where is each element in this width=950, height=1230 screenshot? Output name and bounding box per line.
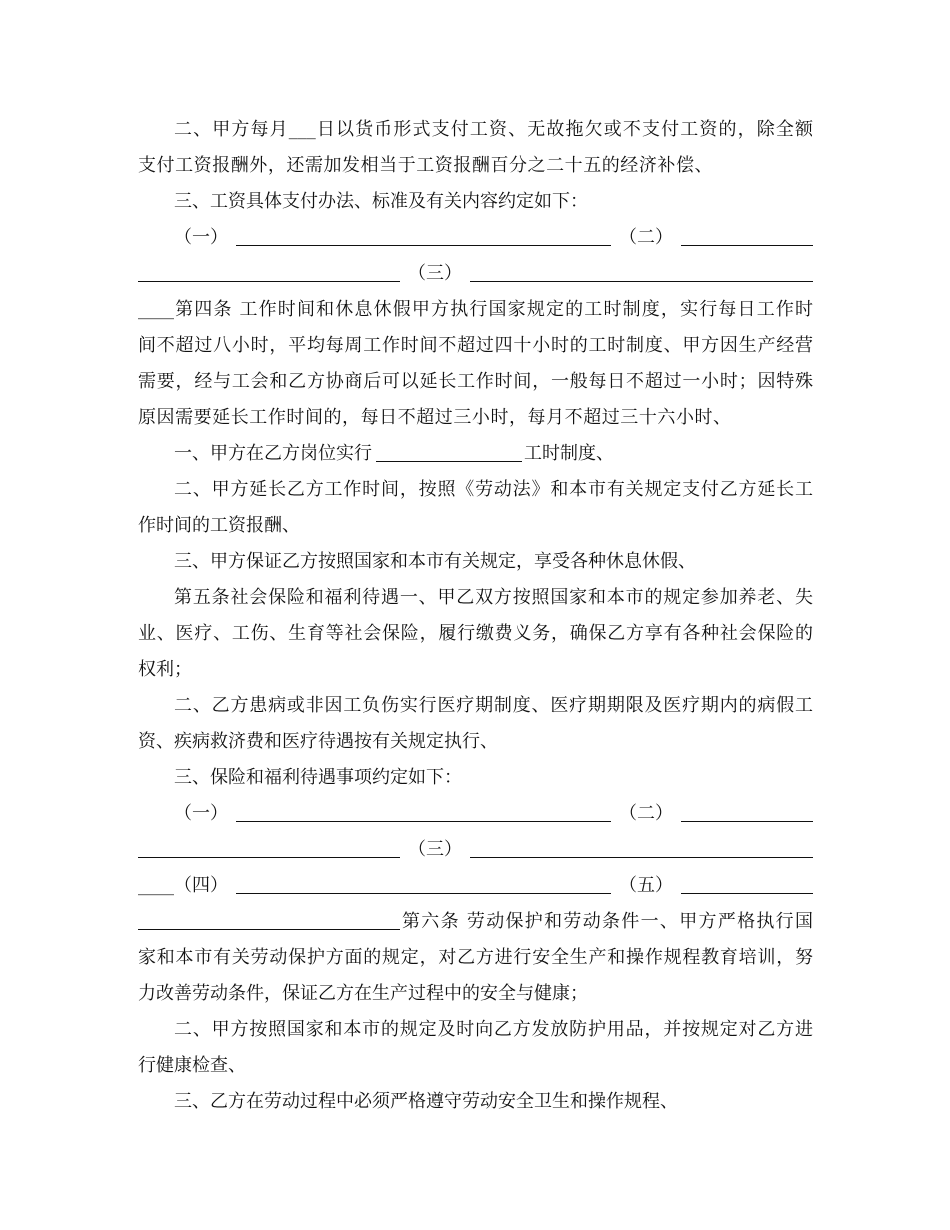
paragraph-text: 一、甲方在乙方岗位实行 <box>174 443 372 464</box>
blank-line[interactable] <box>470 857 813 858</box>
paragraph-line: 二、甲方每月___日以货币形式支付工资、无故拖欠或不支付工资的，除全额 <box>174 119 813 140</box>
blank-line[interactable] <box>138 857 400 858</box>
document-page <box>138 112 813 1120</box>
blank-line[interactable] <box>236 893 611 894</box>
paragraph-line: 力改善劳动条件，保证乙方在生产过程中的安全与健康； <box>138 983 588 1004</box>
blank-line[interactable] <box>138 281 400 282</box>
blank-line[interactable] <box>138 929 400 930</box>
fill-in-row <box>138 832 813 868</box>
paragraph-line: 二、乙方患病或非因工负伤实行医疗期制度、医疗期期限及医疗期内的病假工 <box>174 695 813 716</box>
blank-line[interactable] <box>236 245 611 246</box>
paragraph-line: 原因需要延长工作时间的，每日不超过三小时，每月不超过三十六小时、 <box>138 407 732 428</box>
paragraph-line: 三、保险和福利待遇事项约定如下： <box>174 767 462 788</box>
paragraph-line: 三、工资具体支付办法、标准及有关内容约定如下： <box>174 191 588 212</box>
paragraph-line: 第五条社会保险和福利待遇一、甲乙双方按照国家和本市的规定参加养老、失 <box>174 587 813 608</box>
fill-in-row <box>138 868 813 904</box>
paragraph-line: 二、甲方按照国家和本市的规定及时向乙方发放防护用品，并按规定对乙方进 <box>174 1019 813 1040</box>
paragraph-line: 支付工资报酬外，还需加发相当于工资报酬百分之二十五的经济补偿、 <box>138 155 714 176</box>
fill-in-row <box>138 256 813 292</box>
blank-line[interactable] <box>470 281 813 282</box>
item-label: （三） <box>408 263 462 284</box>
item-label: （一） <box>174 803 228 824</box>
blank-line[interactable] <box>236 821 611 822</box>
paragraph-line: 间不超过八小时，平均每周工作时间不超过四十小时的工时制度、甲方因生产经营 <box>138 335 813 356</box>
fill-in-row <box>138 904 813 940</box>
fill-in-row <box>138 796 813 832</box>
paragraph-line: 业、医疗、工伤、生育等社会保险，履行缴费义务，确保乙方享有各种社会保险的 <box>138 623 813 644</box>
paragraph-line: 家和本市有关劳动保护方面的规定，对乙方进行安全生产和操作规程教育培训，努 <box>138 947 813 968</box>
fill-in-row <box>138 220 813 256</box>
item-label: （二） <box>619 227 673 248</box>
fill-in-row <box>138 436 813 472</box>
paragraph-text: 工时制度、 <box>524 443 614 464</box>
item-label: （五） <box>619 875 673 896</box>
blank-line[interactable] <box>681 821 813 822</box>
paragraph-line: 三、甲方保证乙方按照国家和本市有关规定，享受各种休息休假、 <box>174 551 696 572</box>
blank-line[interactable] <box>376 461 522 462</box>
item-label: （三） <box>408 839 462 860</box>
paragraph-line: 权利； <box>138 659 192 680</box>
item-label: （一） <box>174 227 228 248</box>
item-label: （二） <box>619 803 673 824</box>
paragraph-text: 第六条 劳动保护和劳动条件一、甲方严格执行国 <box>402 911 813 932</box>
paragraph-line: 需要，经与工会和乙方协商后可以延长工作时间，一般每日不超过一小时；因特殊 <box>138 371 813 392</box>
paragraph-line: 行健康检查、 <box>138 1055 246 1076</box>
blank-line[interactable] <box>681 893 813 894</box>
paragraph-line: 三、乙方在劳动过程中必须严格遵守劳动安全卫生和操作规程、 <box>174 1091 678 1112</box>
paragraph-line: 作时间的工资报酬、 <box>138 515 300 536</box>
paragraph-line: ____第四条 工作时间和休息休假甲方执行国家规定的工时制度，实行每日工作时 <box>138 299 813 320</box>
paragraph-line: 资、疾病救济费和医疗待遇按有关规定执行、 <box>138 731 498 752</box>
paragraph-line: 二、甲方延长乙方工作时间，按照《劳动法》和本市有关规定支付乙方延长工 <box>174 479 813 500</box>
blank-line[interactable] <box>681 245 813 246</box>
item-label: ____（四） <box>138 875 228 896</box>
